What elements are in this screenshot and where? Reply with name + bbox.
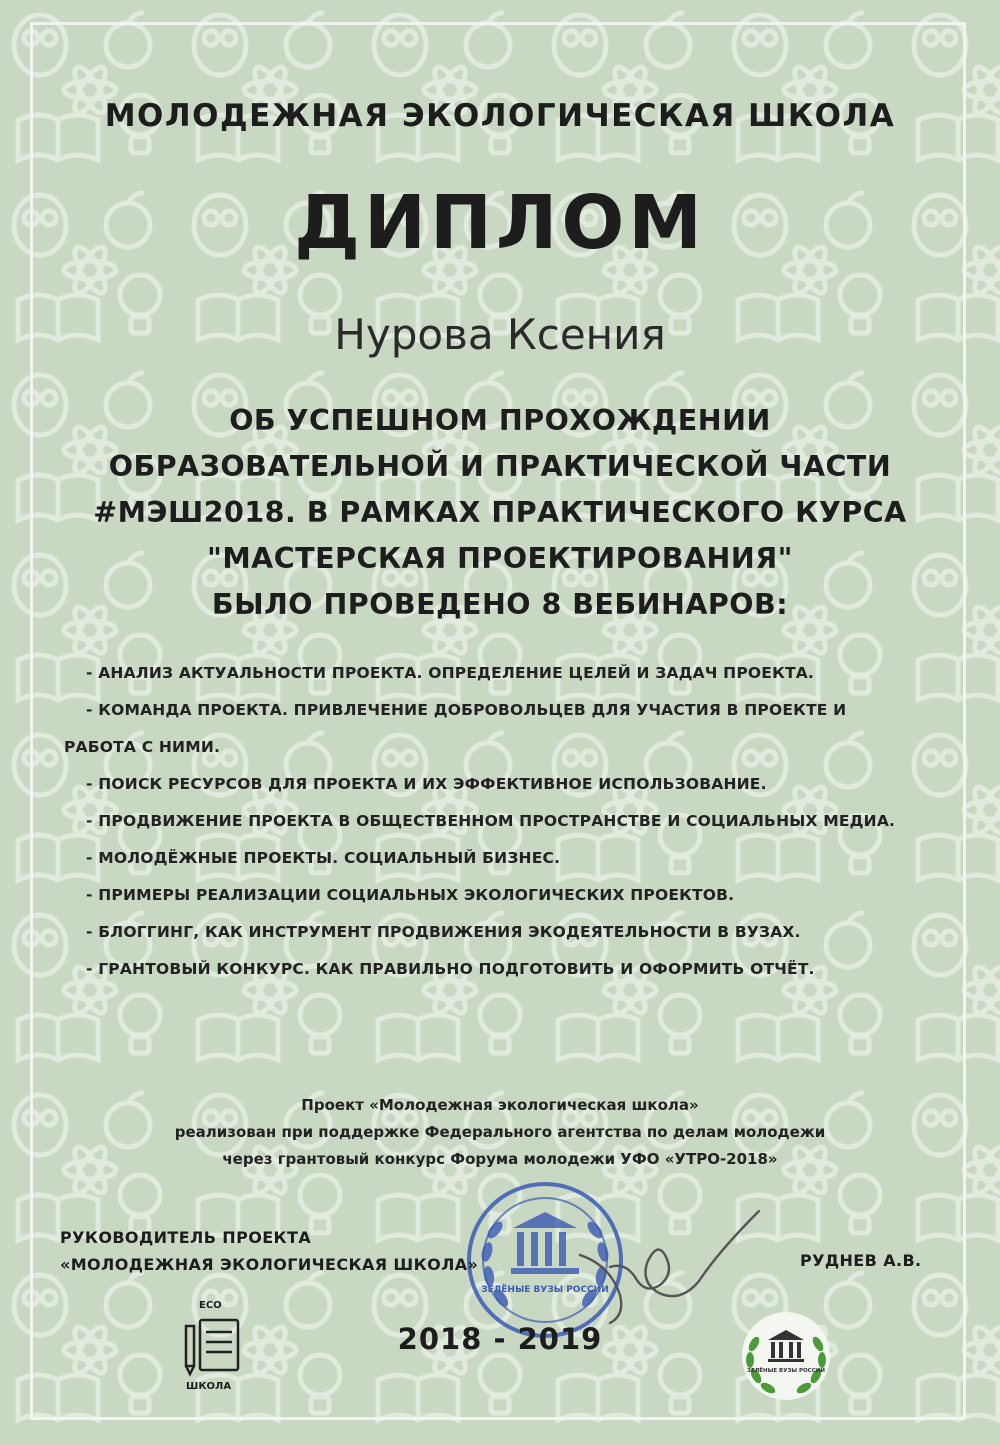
leader-name: РУДНЕВ А.В. xyxy=(800,1251,922,1270)
years: 2018 - 2019 xyxy=(397,1322,603,1356)
eco-logo-caption: ШКОЛА xyxy=(186,1381,232,1392)
list-item: - ПРОДВИЖЕНИЕ ПРОЕКТА В ОБЩЕСТВЕННОМ ПРОСТРАНСТВЕ И СОЦИАЛЬНЫХ МЕДИА. xyxy=(86,812,896,830)
list-item: - КОМАНДА ПРОЕКТА. ПРИВЛЕЧЕНИЕ ДОБРОВОЛЬЦЕВ ДЛЯ УЧАСТИЯ В ПРОЕКТЕ И xyxy=(86,701,847,719)
statement-line: ОБ УСПЕШНОМ ПРОХОЖДЕНИИ xyxy=(229,404,771,437)
list-item: - ГРАНТОВЫЙ КОНКУРС. КАК ПРАВИЛЬНО ПОДГОТОВИТЬ И ОФОРМИТЬ ОТЧЁТ. xyxy=(86,960,815,978)
diploma-title: ДИПЛОМ xyxy=(294,180,706,266)
leader-project: «МОЛОДЕЖНАЯ ЭКОЛОГИЧЕСКАЯ ШКОЛА» xyxy=(60,1255,479,1274)
stamp-text: ЗЕЛЁНЫЕ ВУЗЫ РОССИИ xyxy=(481,1285,609,1295)
project-leader xyxy=(60,1224,478,1278)
statement-line: БЫЛО ПРОВЕДЕНО 8 ВЕБИНАРОВ: xyxy=(211,588,789,621)
list-item: - БЛОГГИНГ, КАК ИНСТРУМЕНТ ПРОДВИЖЕНИЯ ЭКОДЕЯТЕЛЬНОСТИ В ВУЗАХ. xyxy=(86,923,801,941)
support-line: Проект «Молодежная экологическая школа» xyxy=(301,1096,699,1114)
recipient-name: Нурова Ксения xyxy=(334,310,666,359)
eco-logo-label: ECO xyxy=(199,1300,222,1311)
leader-title: РУКОВОДИТЕЛЬ ПРОЕКТА xyxy=(60,1228,312,1247)
support-line: через грантовый конкурс Форума молодежи УФО «УТРО-2018» xyxy=(222,1150,778,1168)
list-item: - ПРИМЕРЫ РЕАЛИЗАЦИИ СОЦИАЛЬНЫХ ЭКОЛОГИЧЕСКИХ ПРОЕКТОВ. xyxy=(86,886,735,904)
list-item: - АНАЛИЗ АКТУАЛЬНОСТИ ПРОЕКТА. ОПРЕДЕЛЕНИЕ ЦЕЛЕЙ И ЗАДАЧ ПРОЕКТА. xyxy=(86,664,815,682)
list-item: - ПОИСК РЕСУРСОВ ДЛЯ ПРОЕКТА И ИХ ЭФФЕКТИВНОЕ ИСПОЛЬЗОВАНИЕ. xyxy=(86,775,767,793)
list-item: - МОЛОДЁЖНЫЕ ПРОЕКТЫ. СОЦИАЛЬНЫЙ БИЗНЕС. xyxy=(86,849,561,867)
statement-line: "МАСТЕРСКАЯ ПРОЕКТИРОВАНИЯ" xyxy=(206,542,794,575)
green-universities-logo xyxy=(738,1308,834,1404)
statement-line: ОБРАЗОВАТЕЛЬНОЙ И ПРАКТИЧЕСКОЙ ЧАСТИ xyxy=(108,450,892,483)
statement xyxy=(60,398,940,628)
list-item: РАБОТА С НИМИ. xyxy=(64,738,221,756)
statement-line: #МЭШ2018. В РАМКАХ ПРАКТИЧЕСКОГО КУРСА xyxy=(93,496,907,529)
support-note xyxy=(60,1092,940,1173)
eco-school-logo xyxy=(170,1300,250,1395)
green-logo-text: ЗЕЛЁНЫЕ ВУЗЫ РОССИИ xyxy=(747,1368,825,1374)
notebook-icon xyxy=(182,1314,242,1378)
support-line: реализован при поддержке Федерального агентства по делам молодежи xyxy=(174,1123,826,1141)
school-name: МОЛОДЕЖНАЯ ЭКОЛОГИЧЕСКАЯ ШКОЛА xyxy=(104,98,896,134)
